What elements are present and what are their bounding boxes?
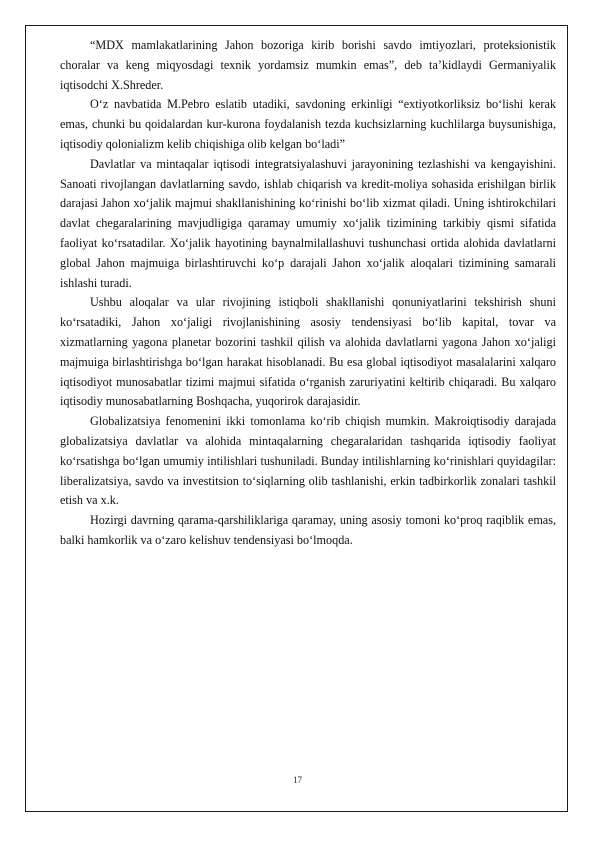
paragraph-6: Hozirgi davrning qarama-qarshiliklariga qaramay, uning asosiy tomoni ko‘proq raqiblik emas, balki hamkorlik va o‘zaro kelishuv tendensiyasi bo‘lmoqda. [60,513,556,547]
paragraph-2: O‘z navbatida M.Pebro eslatib utadiki, savdoning erkinligi “extiyotkorliksiz bo‘lishi kerak emas, chunki bu qoidalardan kur-kurona foydalanish tezda kuchsizlarning kuchlilarga buysunishiga, iqtisodiy qolonializm kelib chiqishiga olib kelgan bo‘ladi” [60,97,556,151]
paragraph-3: Davlatlar va mintaqalar iqtisodi integratsiyalashuvi jarayonining tezlashishi va kengayishini. Sanoati rivojlangan davlatlarning savdo, ishlab chiqarish va kredit-moliya sohasida erishilgan birlik darajasi Jahon xo‘jalik majmui shakllanishining ko‘rinishi bo‘lib xizmat qiladi. Uning ishtirokchilari davlat chegaralarining mavjudligiga qaramay umumiy xo‘jalik tizimining tarkibiy qismi sifatida faoliyat ko‘rsatadilar. Xo‘jalik hayotining baynalmilallashuvi tushunchasi ortida alohida davlatlarni global Jahon majmuiga birlashtiruvchi ko‘p darajali Jahon xo‘jalik aloqalari tizimining samarali ishlashi turadi. [60,156,556,290]
page-number: 17 [293,775,302,785]
paragraph-1: “MDX mamlakatlarining Jahon bozoriga kirib borishi savdo imtiyozlari, proteksionistik choralar va keng miqyosdagi texnik yordamsiz mumkin emas”, deb ta’kidlaydi Germaniyalik iqtisodchi X.Shreder. [60,38,556,92]
paragraph-5: Globalizatsiya fenomenini ikki tomonlama ko‘rib chiqish mumkin. Makroiqtisodiy darajada globalizatsiya davlatlar va alohida mintaqalarning chegaralaridan tashqarida iqtisodiy faoliyat ko‘rsatishga bo‘lgan umumiy intilishlari tushuniladi. Bunday intilishlarning ko‘rinishlari quyidagilar: liberalizatsiya, savdo va investitsion to‘siqlarning olib tashlanishi, erkin tadbirkorlik zonalari tashkil etish va x.k. [60,414,556,508]
paragraph-4: Ushbu aloqalar va ular rivojining istiqboli shakllanishi qonuniyatlarini tekshirish shuni ko‘rsatadiki, Jahon xo‘jaligi rivojlanishining asosiy tendensiyasi bo‘lib kapital, tovar va xizmatlarning yagona planetar bozorini tashkil qilish va alohida davlatlarni yagona Jahon xo‘jaligi majmuiga birlashtirishga bo‘lgan harakat hisoblanadi. Bu esa global iqtisodiyot masalalarini xalqaro iqtisodiyot munosabatlar tizimi majmui sifatida o‘rganish zaruriyatini keltirib chiqaradi. Bu xalqaro iqtisodiy munosabatlarning Boshqacha, yuqorirok darajasidir. [60,295,556,409]
document-body [60,36,556,551]
